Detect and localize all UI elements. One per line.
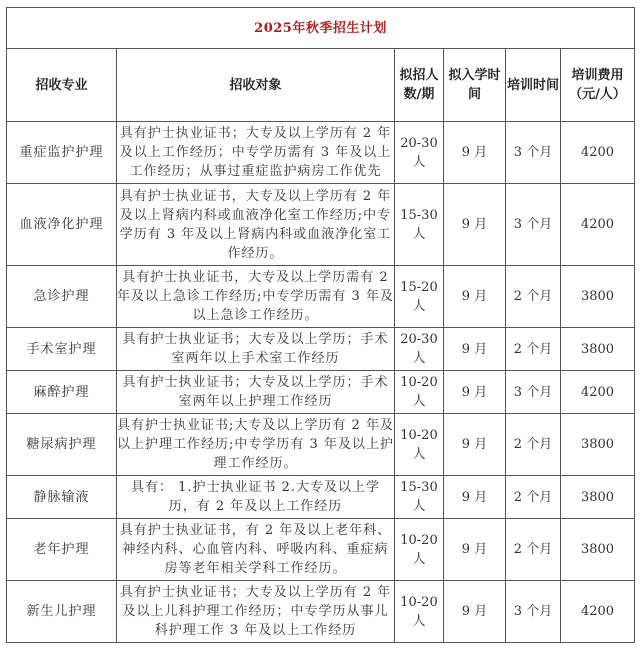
cell-quota: 15-30 人 [395,184,444,266]
cell-duration: 2 个月 [506,328,561,371]
cell-target: 具有护士执业证书；大专及以上学历；手术室两年以上手术室工作经历 [117,328,395,371]
cell-fee: 4200 [561,184,635,266]
table-row [7,519,635,581]
cell-fee: 3800 [561,328,635,371]
cell-start: 9 月 [444,519,506,581]
cell-quota: 10-20 人 [395,519,444,581]
table-row [7,414,635,476]
cell-target: 具有护士执业证书；大专及以上学历有 2 年及以上儿科护理工作经历；中专学历从事儿科护理工作 3 年及以上工作经历 [117,581,395,643]
cell-target: 具有护士执业证书；大专及以上学历；手术室两年以上护理工作经历 [117,371,395,414]
header-duration: 培训时间 [506,49,561,122]
table-row [7,328,635,371]
cell-fee: 4200 [561,371,635,414]
cell-target: 具有护士执业证书；大专及以上学历有 2 年及以上工作经历；中专学历需有 3 年及以上工作经历；从事过重症监护病房工作优先 [117,122,395,184]
cell-quota: 10-20 人 [395,581,444,643]
header-major: 招收专业 [7,49,117,122]
cell-major: 血液净化护理 [7,184,117,266]
cell-fee: 3800 [561,266,635,328]
cell-duration: 3 个月 [506,184,561,266]
header-fee: 培训费用（元/人） [561,49,635,122]
cell-quota: 15-20 人 [395,266,444,328]
cell-major: 新生儿护理 [7,581,117,643]
table-title: 2025年秋季招生计划 [7,8,635,49]
cell-fee: 4200 [561,122,635,184]
cell-duration: 2 个月 [506,519,561,581]
cell-start: 9 月 [444,328,506,371]
enrollment-plan-table [6,7,635,643]
cell-fee: 3800 [561,519,635,581]
cell-quota: 20-30 人 [395,122,444,184]
cell-start: 9 月 [444,581,506,643]
cell-duration: 3 个月 [506,371,561,414]
table-row [7,581,635,643]
cell-quota: 10-20 人 [395,414,444,476]
cell-major: 手术室护理 [7,328,117,371]
cell-major: 老年护理 [7,519,117,581]
table-row [7,371,635,414]
cell-start: 9 月 [444,266,506,328]
header-row [7,49,635,122]
header-quota: 拟招人数/期 [395,49,444,122]
header-start: 拟入学时间 [444,49,506,122]
cell-major: 糖尿病护理 [7,414,117,476]
cell-duration: 3 个月 [506,122,561,184]
cell-fee: 4200 [561,581,635,643]
cell-duration: 2 个月 [506,414,561,476]
cell-fee: 3800 [561,414,635,476]
cell-duration: 3 个月 [506,581,561,643]
cell-start: 9 月 [444,414,506,476]
table-row [7,184,635,266]
cell-duration: 2 个月 [506,266,561,328]
cell-target: 具有护士执业证书，大专及以上学历有 2 年及以上肾病内科或血液净化室工作经历;中专学历有 3 年及以上肾病内科或血液净化室工作经历。 [117,184,395,266]
header-target: 招收对象 [117,49,395,122]
cell-target: 具有护士执业证书，有 2 年及以上老年科、神经内科、心血管内科、呼吸内科、重症病房等老年相关学科工作经历。 [117,519,395,581]
cell-major: 重症监护护理 [7,122,117,184]
table-row [7,122,635,184]
cell-quota: 15-30 人 [395,476,444,519]
cell-target: 具有护士执业证书，大专及以上学历需有 2 年及以上急诊工作经历;中专学历需有 3 年及以上急诊工作经历。 [117,266,395,328]
cell-quota: 10-20 人 [395,371,444,414]
cell-start: 9 月 [444,184,506,266]
cell-quota: 20-30 人 [395,328,444,371]
table-row [7,266,635,328]
cell-major: 静脉输液 [7,476,117,519]
table-row [7,476,635,519]
cell-target: 具有： 1.护士执业证书 2.大专及以上学历，有 2 年及以上工作经历 [117,476,395,519]
cell-major: 麻醉护理 [7,371,117,414]
cell-duration: 2 个月 [506,476,561,519]
cell-target: 具有护士执业证书;大专及以上学历有 2 年及以上护理工作经历;中专学历有 3 年及以上护理工作经历。 [117,414,395,476]
cell-start: 9 月 [444,122,506,184]
cell-fee: 3800 [561,476,635,519]
cell-major: 急诊护理 [7,266,117,328]
cell-start: 9 月 [444,371,506,414]
cell-start: 9 月 [444,476,506,519]
